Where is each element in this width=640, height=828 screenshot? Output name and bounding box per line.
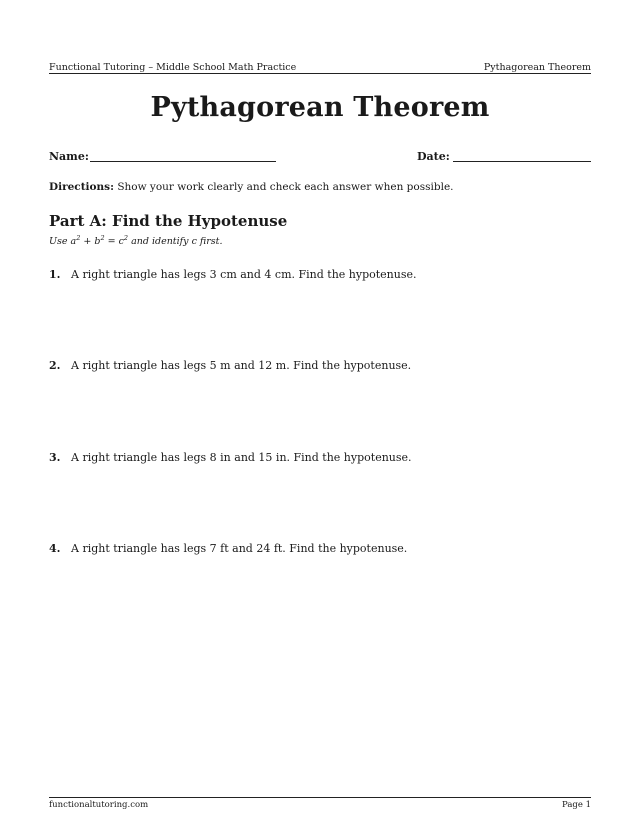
question-text: A right triangle has legs 5 m and 12 m. Find the hypotenuse. bbox=[71, 359, 412, 372]
page-number: Page 1 bbox=[562, 800, 591, 810]
subtitle-exp-c: 2 bbox=[123, 234, 129, 242]
part-a-subtitle bbox=[49, 236, 223, 247]
question-4 bbox=[49, 542, 591, 558]
directions-text: Show your work clearly and check each answer when possible. bbox=[117, 181, 454, 193]
page-title: Pythagorean Theorem bbox=[150, 92, 490, 123]
subtitle-exp-b: 2 bbox=[100, 234, 105, 242]
footer-rule bbox=[49, 797, 591, 798]
page-header bbox=[49, 58, 591, 74]
footer-site-link[interactable]: functionaltutoring.com bbox=[49, 800, 149, 810]
question-text: A right triangle has legs 3 cm and 4 cm. Find the hypotenuse. bbox=[71, 268, 417, 281]
question-text: A right triangle has legs 8 in and 15 in. Find the hypotenuse. bbox=[71, 451, 412, 464]
header-right-text: Pythagorean Theorem bbox=[483, 62, 591, 73]
subtitle-plus: + bbox=[80, 236, 95, 247]
name-field-line[interactable] bbox=[90, 161, 276, 162]
subtitle-exp-a: 2 bbox=[76, 234, 81, 242]
date-field-line[interactable] bbox=[453, 161, 591, 162]
name-label: Name: bbox=[49, 150, 89, 163]
subtitle-equals: = bbox=[104, 236, 119, 247]
question-1 bbox=[49, 268, 591, 284]
name-date-row bbox=[49, 150, 591, 166]
directions bbox=[49, 181, 591, 193]
subtitle-var-a: a bbox=[70, 236, 77, 247]
page-footer bbox=[49, 800, 591, 810]
subtitle-prefix: Use bbox=[49, 236, 71, 247]
question-number: 1. bbox=[49, 268, 61, 281]
part-a-title: Part A: Find the Hypotenuse bbox=[49, 212, 288, 230]
date-label: Date: bbox=[417, 150, 450, 163]
subtitle-var-b: b bbox=[94, 236, 101, 247]
question-text: A right triangle has legs 7 ft and 24 ft. Find the hypotenuse. bbox=[71, 542, 408, 555]
directions-label: Directions: bbox=[49, 181, 114, 193]
subtitle-var-c: c bbox=[118, 236, 124, 247]
question-2 bbox=[49, 359, 591, 375]
subtitle-suffix: and identify c first. bbox=[128, 236, 223, 247]
question-3 bbox=[49, 451, 591, 467]
question-number: 2. bbox=[49, 359, 61, 372]
header-left-text: Functional Tutoring – Middle School Math Practice bbox=[49, 62, 297, 73]
question-number: 3. bbox=[49, 451, 61, 464]
question-number: 4. bbox=[49, 542, 61, 555]
header-rule bbox=[49, 73, 591, 74]
